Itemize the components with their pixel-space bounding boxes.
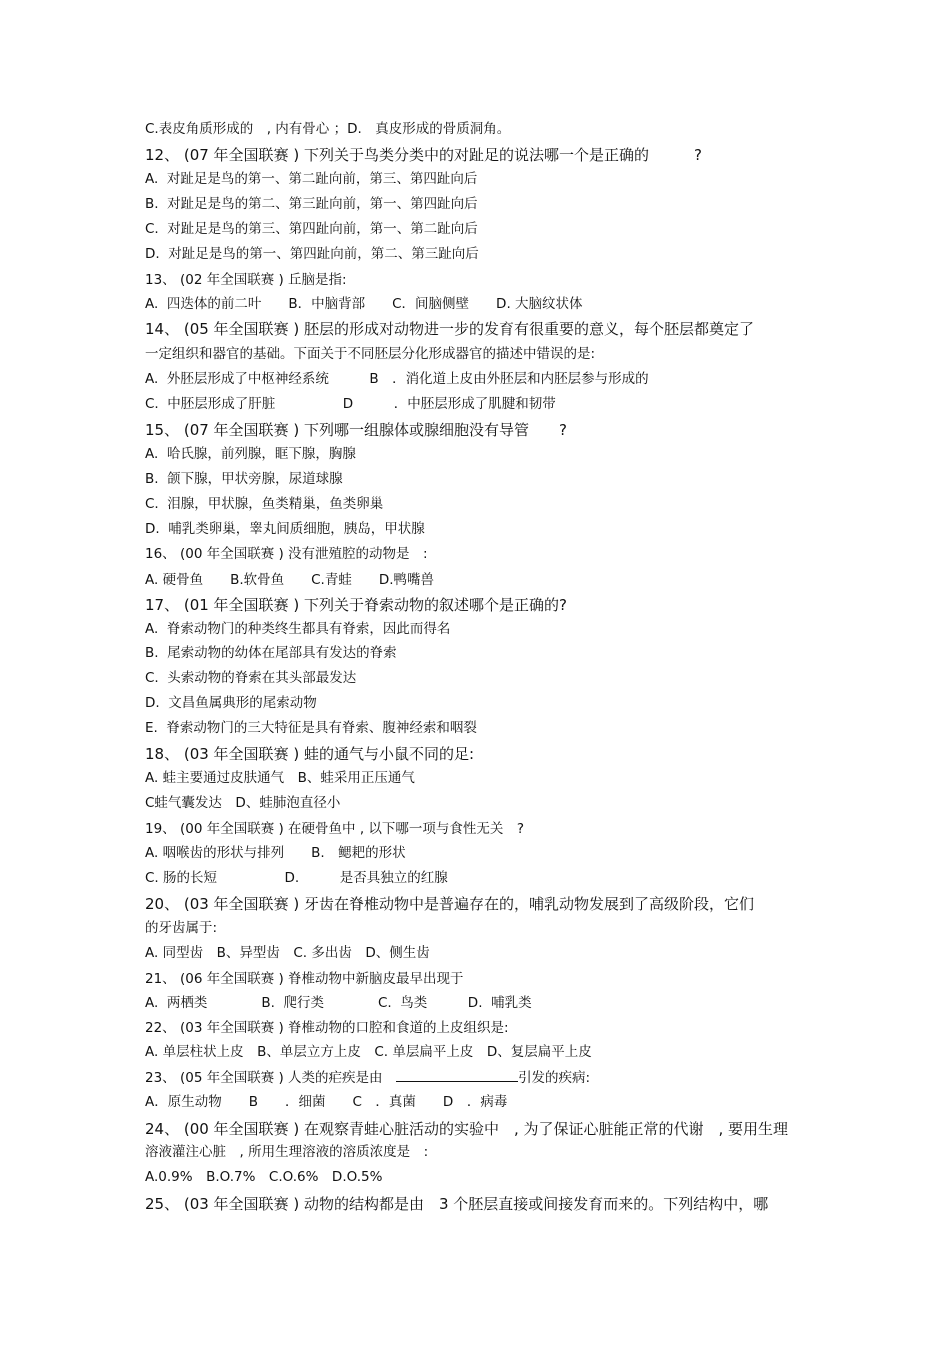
- question-25: 25、 (03 年全国联赛 ) 动物的结构都是由 3 个胚层直接或间接发育而来的。下列结构中，哪: [145, 1195, 769, 1213]
- option-line: C. 肠的长短 D. 是否具独立的红腺: [145, 870, 448, 886]
- option-line: B. 颌下腺，甲状旁腺，尿道球腺: [145, 471, 343, 487]
- option-line: A. 四迭体的前二叶 B．中脑背部 C．间脑侧壁 D. 大脑纹状体: [145, 296, 583, 312]
- option-line: A.0.9% B.O.7% C.O.6% D.O.5%: [145, 1169, 383, 1185]
- option-line: B. 对趾足是鸟的第二、第三趾向前，第一、第四趾向后: [145, 196, 478, 212]
- question-17: 17、 (01 年全国联赛 ) 下列关于脊索动物的叙述哪个是正确的?: [145, 596, 567, 614]
- text-line: 的牙齿属于:: [145, 920, 218, 936]
- option-line: A. 两栖类 B. 爬行类 C. 鸟类 D. 哺乳类: [145, 995, 532, 1011]
- option-line: C. 泪腺，甲状腺，鱼类精巢，鱼类卵巢: [145, 496, 384, 512]
- option-line: A. 硬骨鱼 B.软骨鱼 C.青蛙 D.鸭嘴兽: [145, 572, 435, 588]
- question-19: 19、 (00 年全国联赛 ) 在硬骨鱼中 , 以下哪一项与食性无关 ?: [145, 821, 525, 837]
- option-line: C. 对趾足是鸟的第三、第四趾向前，第一、第二趾向后: [145, 221, 478, 237]
- question-14: 14、 (05 年全国联赛 ) 胚层的形成对动物进一步的发育有很重要的意义，每个胚层都奠定了: [145, 320, 754, 338]
- question-23-text: 23、 (05 年全国联赛 ) 人类的疟疾是由: [145, 1070, 383, 1086]
- option-line: C蛙气囊发达 D、蛙肺泡直径小: [145, 795, 341, 811]
- question-13: 13、 (02 年全国联赛 ) 丘脑是指:: [145, 272, 347, 288]
- option-line: A. 哈氏腺，前列腺，眶下腺，胸腺: [145, 446, 356, 462]
- question-22: 22、 (03 年全国联赛 ) 脊椎动物的口腔和食道的上皮组织是:: [145, 1020, 509, 1036]
- question-12: 12、 (07 年全国联赛 ) 下列关于鸟类分类中的对趾足的说法哪一个是正确的 ?: [145, 146, 702, 164]
- option-line: C. 中胚层形成了肝脏 D ．中胚层形成了肌腱和韧带: [145, 396, 556, 412]
- text-line: 一定组织和器官的基础。下面关于不同胚层分化形成器官的描述中错误的是:: [145, 346, 596, 362]
- question-23-suffix: 引发的疾病:: [518, 1070, 591, 1086]
- option-line: A. 外胚层形成了中枢神经系统 B ．消化道上皮由外胚层和内胚层参与形成的: [145, 371, 649, 387]
- option-line: A. 脊索动物门的种类终生都具有脊索，因此而得名: [145, 621, 451, 637]
- text-line: 溶液灌注心脏 , 所用生理溶液的溶质浓度是 :: [145, 1144, 429, 1160]
- option-line: D. 哺乳类卵巢，睾丸间质细胞，胰岛，甲状腺: [145, 521, 425, 537]
- option-line: A. 对趾足是鸟的第一、第二趾向前，第三、第四趾向后: [145, 171, 478, 187]
- option-line: D. 对趾足是鸟的第一、第四趾向前，第二、第三趾向后: [145, 246, 479, 262]
- answer-blank: [396, 1069, 518, 1082]
- question-20: 20、 (03 年全国联赛 ) 牙齿在脊椎动物中是普遍存在的，哺乳动物发展到了高级阶段，它们: [145, 895, 754, 913]
- option-line: C. 头索动物的脊索在其头部最发达: [145, 670, 357, 686]
- text-line: C.表皮角质形成的 , 内有骨心 ；D. 真皮形成的骨质洞角。: [145, 121, 511, 137]
- option-line: A. 蛙主要通过皮肤通气 B、蛙采用正压通气: [145, 770, 415, 786]
- option-line: B. 尾索动物的幼体在尾部具有发达的脊索: [145, 645, 397, 661]
- option-line: A. 单层柱状上皮 B、单层立方上皮 C. 单层扁平上皮 D、复层扁平上皮: [145, 1044, 592, 1060]
- question-23: [145, 1069, 590, 1087]
- question-15: 15、 (07 年全国联赛 ) 下列哪一组腺体或腺细胞没有导管 ?: [145, 421, 567, 439]
- option-line: D. 文昌鱼属典形的尾索动物: [145, 695, 317, 711]
- question-24: 24、 (00 年全国联赛 ) 在观察青蛙心脏活动的实验中 , 为了保证心脏能正常的代谢 , 要用生理: [145, 1120, 789, 1138]
- option-line: E. 脊索动物门的三大特征是具有脊索、腹神经索和咽裂: [145, 720, 477, 736]
- option-line: A. 同型齿 B、异型齿 C. 多出齿 D、侧生齿: [145, 945, 430, 961]
- question-18: 18、 (03 年全国联赛 ) 蛙的通气与小鼠不同的足:: [145, 745, 475, 763]
- option-line: A. 咽喉齿的形状与排列 B. 鳃耙的形状: [145, 845, 406, 861]
- question-21: 21、 (06 年全国联赛 ) 脊椎动物中新脑皮最早出现于: [145, 971, 464, 987]
- question-16: 16、 (00 年全国联赛 ) 没有泄殖腔的动物是 :: [145, 546, 428, 562]
- option-line: A．原生动物 B ．细菌 C ．真菌 D ．病毒: [145, 1094, 508, 1110]
